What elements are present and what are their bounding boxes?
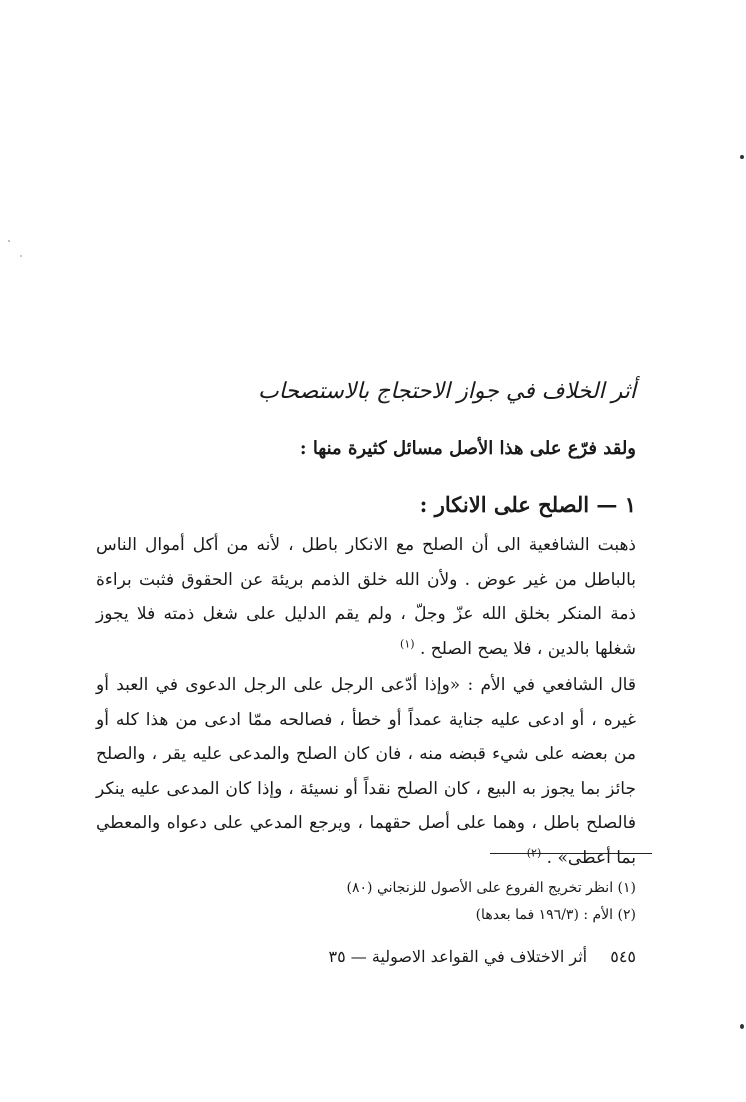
paragraph-2 xyxy=(96,668,636,875)
paragraph-1 xyxy=(96,528,636,666)
footnote-divider xyxy=(490,853,652,854)
footnote-2: (٢) الأم : (١٩٦/٣ فما بعدها) xyxy=(475,907,636,923)
page-footer xyxy=(96,944,636,970)
footnote-1: (١) انظر تخريج الفروع على الأصول للزنجاني (٨٠) xyxy=(346,880,636,896)
scan-speck xyxy=(740,1024,744,1029)
paragraph-2-text: قال الشافعي في الأم : «وإذا أدّعى الرجل على الرجل الدعوى في العبد أو غيره ، أو ادعى عليه جناية عمداً أو خطأ ، فصالحه ممّا ادعى من هذا كله أو من بعضه على شيء قبضه منه ، فان كان الصلح والمدعى عليه يقر ، والصلح جائز بما يجوز به البيع ، كان الصلح نقداً أو نسيئة ، وإذا كان المدعى عليه ينكر فالصلح باطل ، وهما على أصل حقهما ، ويرجع المدعي على دعواه والمعطي بما أعطى» . xyxy=(96,675,636,868)
scan-speck xyxy=(740,155,744,159)
scan-speck xyxy=(8,240,10,242)
section-heading: ١ — الصلح على الانكار : xyxy=(419,492,636,517)
page-number: ٥٤٥ xyxy=(610,947,636,966)
footnote-ref-2: (٢) xyxy=(526,845,542,859)
paragraph-1-text: ذهبت الشافعية الى أن الصلح مع الانكار باطل ، لأنه من أكل أموال الناس بالباطل من غير عوض . ولأن الله خلق الذمم بريئة عن الحقوق فثبت براءة ذمة المنكر بخلق الله عزّ وجلّ ، ولم يقم الدليل على شغل ذمته فلا يجوز شغلها بالدين ، فلا يصح الصلح . xyxy=(96,535,636,659)
scan-speck xyxy=(20,255,22,257)
intro-sentence: ولقد فرّع على هذا الأصل مسائل كثيرة منها : xyxy=(299,438,636,459)
footnote-ref-1: (١) xyxy=(400,636,415,650)
running-footer-text: أثر الاختلاف في القواعد الاصولية — ٣٥ xyxy=(328,947,588,966)
chapter-title: أثر الخلاف في جواز الاحتجاج بالاستصحاب xyxy=(258,379,636,404)
